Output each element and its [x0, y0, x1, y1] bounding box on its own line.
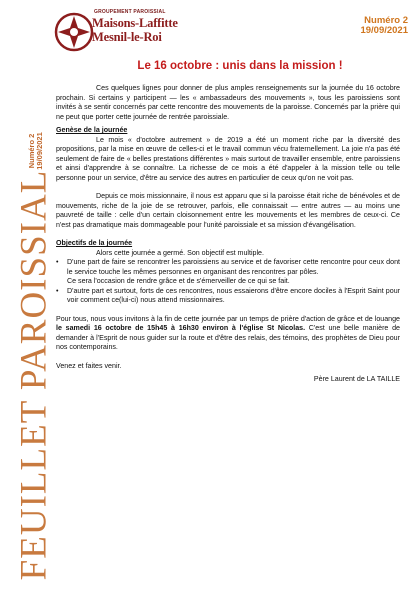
closing-paragraph [56, 315, 400, 353]
issue-info [360, 16, 408, 36]
parish-logo [54, 6, 184, 54]
event-time-location: le samedi 16 octobre de 15h45 à 16h30 environ à l'église St Nicolas. [56, 324, 306, 332]
closing-text-end: C'est une belle manière de demander à l'Esprit de nous guider sur la route et d'être des relais, des témoins, des prophètes de Dieu pour nos contemporains. [56, 324, 400, 351]
issue-number: Numéro 2 [364, 15, 408, 26]
logo-town-1: Maisons-Laffitte [92, 16, 178, 30]
bullet-icon: • [56, 286, 59, 295]
issue-date: 19/09/2021 [360, 25, 408, 36]
side-issue-date: 19/09/2021 [35, 132, 44, 170]
article-body [56, 84, 400, 385]
side-issue-number: Numéro 2 [27, 133, 36, 169]
list-item-text: D'une part de faire se rencontrer les paroissiens au service et de favoriser cette rencontre pour ceux dont le service touche les mêmes personnes en organisant des rencontres par pôles. [67, 258, 400, 276]
sign-off: Venez et faites venir. [56, 361, 122, 370]
intro-paragraph: Ces quelques lignes pour donner de plus amples renseignements sur la journée du 16 octobre prochain. Si certains y participent — les « ambassadeurs des mouvements », tous les paroissiens sont invités à se sentir concernés par cette rencontre des mouvements de la paroisse. Concernés par la prière qui ne peut que porter cette journée de rentrée paroissiale. [56, 84, 400, 121]
closing-text-start: Pour tous, nous vous invitons à la fin de cette journée par un temps de prière d'action de grâce et de louange [56, 314, 400, 323]
cross-emblem-icon [54, 12, 94, 52]
logo-town-2: Mesnil-le-Roi [92, 30, 162, 44]
objectives-list [56, 258, 400, 306]
side-title-text: FEUILLET PAROISSIAL [13, 169, 55, 581]
list-item [56, 287, 400, 306]
objectives-heading: Objectifs de la journée [56, 239, 133, 247]
genesis-paragraph-2: Depuis ce mois missionnaire, il nous est apparu que si la paroisse était riche de bénévoles et de mouvements, riche de la joie de se retrouver, parfois, elle connaissait — entre autres — au moins une pauvreté de taille : celle d'un certain cloisonnement entre les mouvements et les membres de ceux-ci. Ce n'est pas dramatique mais dommageable pour l'unité paroissiale et sa mission d'évangélisation. [56, 192, 400, 229]
list-item-text: D'autre part et surtout, forts de ces rencontres, nous essaierons d'être encore dociles à l'Esprit Saint pour voir comment ce(lui-ci) nous attend missionnaires. [67, 286, 400, 304]
side-title [10, 170, 58, 580]
list-item-subtext: Ce sera l'occasion de rendre grâce et de s'émerveiller de ce qui se fait. [67, 277, 290, 285]
signature: Père Laurent de LA TAILLE [313, 375, 400, 383]
genesis-heading: Genèse de la journée [56, 126, 128, 134]
logo-group-label: GROUPEMENT PAROISSIAL [94, 9, 166, 15]
article-title: Le 16 octobre : unis dans la mission ! [137, 60, 343, 72]
genesis-paragraph-1: Le mois « d'octobre autrement » de 2019 a été un moment riche par la diversité des propositions, par la mise en œuvre de celles-ci et le travail commun vécu fraternellement. La joie n'a pas été seulement de faire de « belles prestations différentes » mais surtout de travailler ensemble, entre paroissiens et ainsi d'apprendre à se connaître. La richesse de ce mois a été d'appeler à la mission telle ou telle personne pour un service, d'être au service des autres en particulier de ceux qu'on ne voit pas. [56, 135, 400, 182]
list-item [56, 258, 400, 287]
objectives-intro: Alors cette journée a germé. Son objectif est multiple. [96, 248, 264, 257]
bullet-icon: • [56, 258, 59, 266]
